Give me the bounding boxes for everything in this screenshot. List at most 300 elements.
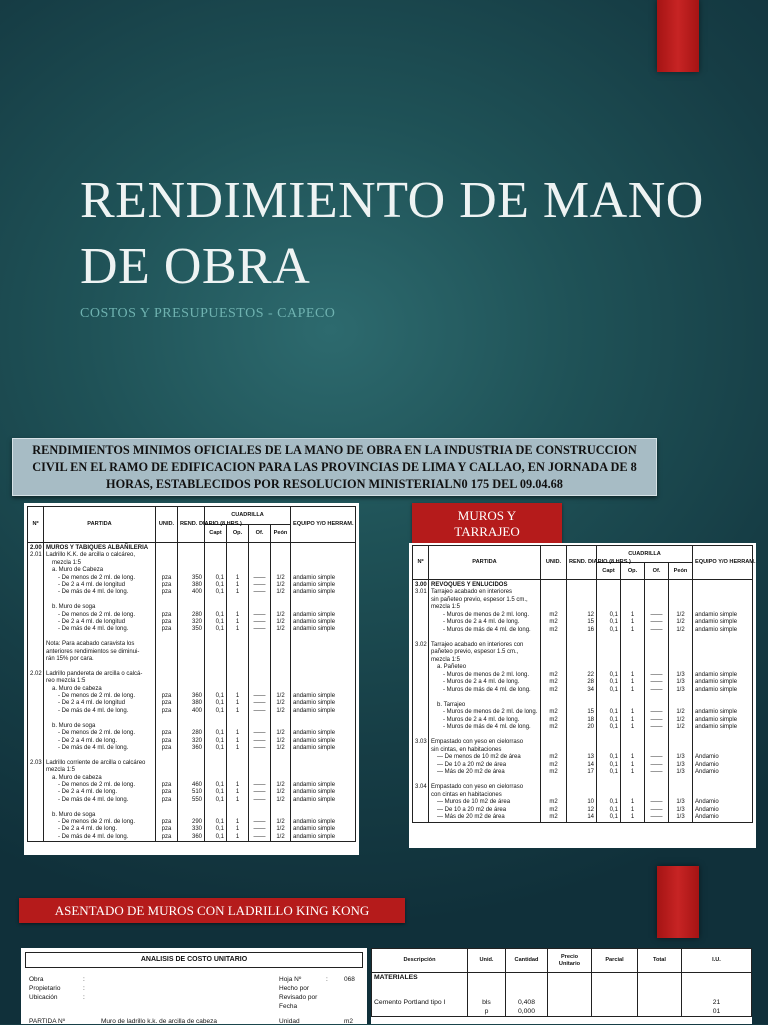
row-number [28, 715, 44, 722]
table-row [413, 642, 753, 650]
row-op: 1 [621, 627, 645, 635]
row-partida: — De 10 a 20 m2 de área [429, 807, 541, 815]
row-peon [669, 597, 693, 605]
row-partida: - De 2 a 4 ml. de longitud [44, 700, 156, 707]
row-partida [44, 715, 156, 722]
table-row [28, 604, 356, 611]
row-rend [567, 604, 597, 612]
col-of: Of. [249, 525, 271, 543]
row-op [621, 580, 645, 590]
row-peon [271, 678, 291, 685]
table-row [28, 567, 356, 574]
row-rend [567, 777, 597, 785]
row-op: 1 [621, 687, 645, 695]
row-of [645, 589, 669, 597]
row-of [645, 597, 669, 605]
row-number [28, 789, 44, 796]
row-peon: 1/2 [669, 612, 693, 620]
row-capt: 0,1 [597, 769, 621, 777]
row-equipo: andamio simple [291, 819, 356, 826]
row-capt: 0,1 [597, 807, 621, 815]
row-unid: m2 [541, 814, 567, 822]
row-equipo: andamio simple [693, 687, 753, 695]
row-unid [156, 641, 178, 648]
col2-capt: Capt [597, 563, 621, 580]
row-peon [271, 663, 291, 670]
row-peon [271, 560, 291, 567]
row-peon [271, 604, 291, 611]
row-unid: pza [156, 626, 178, 633]
row-rend: 12 [567, 612, 597, 620]
table-row [28, 560, 356, 567]
row-of [645, 702, 669, 710]
row-rend [178, 597, 205, 604]
table-row [28, 686, 356, 693]
row-op: 1 [227, 619, 249, 626]
row-op: 1 [227, 626, 249, 633]
row-capt [597, 739, 621, 747]
row-partida: - De más de 4 ml. de long. [44, 745, 156, 752]
row-capt: 0,1 [597, 799, 621, 807]
row-peon [271, 752, 291, 759]
row-number [413, 792, 429, 800]
row-of: —— [645, 672, 669, 680]
row-partida: a. Muro de cabeza [44, 775, 156, 782]
row-partida: - De más de 4 ml. de long. [44, 797, 156, 804]
row-partida: — De menos de 10 m2 de área [429, 754, 541, 762]
row-capt [597, 694, 621, 702]
row-partida: Empastado con yeso en cielorraso [429, 784, 541, 792]
row-op: 1 [227, 589, 249, 596]
row-unid: pza [156, 693, 178, 700]
row-partida: rán 15% por cara. [44, 656, 156, 663]
row-equipo [291, 686, 356, 693]
row-partida: - De más de 4 ml. de long. [44, 626, 156, 633]
row-partida: — De 10 a 20 m2 de área [429, 762, 541, 770]
row-unid: pza [156, 589, 178, 596]
row-unid [156, 767, 178, 774]
acu-revisado: Revisado por [279, 994, 318, 1001]
row-number: 3.01 [413, 589, 429, 597]
row-capt: 0,1 [597, 724, 621, 732]
row-equipo: andamio simple [291, 826, 356, 833]
row-of: —— [645, 679, 669, 687]
row-partida: - Muros de 2 a 4 ml. de long. [429, 619, 541, 627]
table2 [412, 545, 756, 823]
row-of [249, 567, 271, 574]
row-equipo: andamio simple [693, 672, 753, 680]
row-capt [205, 767, 227, 774]
row-unid: pza [156, 612, 178, 619]
row-peon: 1/2 [271, 819, 291, 826]
row-peon: 1/3 [669, 769, 693, 777]
table-row [28, 812, 356, 819]
row-number: 3.00 [413, 580, 429, 590]
row-partida: — Más de 20 m2 de área [429, 814, 541, 822]
row-capt: 0,1 [205, 730, 227, 737]
row-rend: 14 [567, 762, 597, 770]
row-of [249, 604, 271, 611]
row-number [28, 604, 44, 611]
table-row [28, 626, 356, 633]
row-peon: 1/2 [271, 582, 291, 589]
row-number [28, 649, 44, 656]
row-peon [271, 760, 291, 767]
row-partida: Tarrajeo acabado en interiores [429, 589, 541, 597]
row-of [249, 752, 271, 759]
row-partida: anteriores rendimientos se diminui- [44, 649, 156, 656]
row-rend [567, 732, 597, 740]
row-of [645, 604, 669, 612]
row-capt [205, 543, 227, 553]
row-peon [669, 634, 693, 642]
row-rend: 22 [567, 672, 597, 680]
row-unid [156, 597, 178, 604]
acu-partida: PARTIDA Nº [29, 1018, 66, 1025]
row-capt: 0,1 [597, 762, 621, 770]
row-unid: m2 [541, 807, 567, 815]
table-row [28, 671, 356, 678]
row-equipo [291, 560, 356, 567]
row-equipo [693, 580, 753, 590]
table-row [413, 634, 753, 642]
table-row [413, 792, 753, 800]
table-row [28, 789, 356, 796]
row-equipo: andamio simple [693, 724, 753, 732]
row-capt: 0,1 [597, 717, 621, 725]
row-capt [205, 656, 227, 663]
row-number [28, 826, 44, 833]
row-rend [567, 694, 597, 702]
row-rend [178, 560, 205, 567]
row-partida [44, 597, 156, 604]
row-number [28, 834, 44, 842]
row-of: —— [645, 762, 669, 770]
row-peon [669, 792, 693, 800]
row-op [227, 567, 249, 574]
table-row [28, 619, 356, 626]
row-of: —— [645, 687, 669, 695]
row-op [227, 560, 249, 567]
row-unid: m2 [541, 672, 567, 680]
row-peon [271, 775, 291, 782]
row-equipo [291, 663, 356, 670]
row-capt [205, 597, 227, 604]
row-capt [597, 589, 621, 597]
row-equipo [291, 649, 356, 656]
row-unid [156, 760, 178, 767]
row-equipo: andamio simple [291, 575, 356, 582]
row-capt [205, 663, 227, 670]
row-peon [271, 641, 291, 648]
table-row [28, 752, 356, 759]
row-partida [429, 694, 541, 702]
row-number [413, 724, 429, 732]
row-equipo: andamio simple [291, 797, 356, 804]
row-of: —— [645, 717, 669, 725]
table-row [28, 656, 356, 663]
row-number [28, 708, 44, 715]
row-peon [271, 812, 291, 819]
row-partida: Empastado con yeso en cielorraso [429, 739, 541, 747]
row-rend [567, 580, 597, 590]
row-equipo: andamio simple [291, 693, 356, 700]
row-peon: 1/2 [271, 575, 291, 582]
row-op [227, 678, 249, 685]
row-peon [669, 604, 693, 612]
row-peon: 1/3 [669, 687, 693, 695]
row-op [621, 604, 645, 612]
row-number [28, 686, 44, 693]
cost-row1-iu: 21 [682, 989, 752, 1007]
row-rend: 16 [567, 627, 597, 635]
table1-body [28, 543, 356, 842]
table-muros-tabiques [24, 503, 359, 855]
row-peon [271, 649, 291, 656]
table-row [28, 678, 356, 685]
row-rend: 350 [178, 626, 205, 633]
table-row [413, 619, 753, 627]
row-capt: 0,1 [205, 619, 227, 626]
row-op: 1 [227, 700, 249, 707]
row-peon: 1/2 [669, 717, 693, 725]
row-capt: 0,1 [205, 582, 227, 589]
row-equipo [693, 589, 753, 597]
row-of: —— [645, 724, 669, 732]
muros-tarrajeo-text: MUROS Y TARRAJEO [454, 508, 520, 539]
row-peon [271, 686, 291, 693]
row-peon: 1/3 [669, 679, 693, 687]
row-op: 1 [621, 709, 645, 717]
row-unid [156, 649, 178, 656]
row-partida: - Muros de 2 a 4 ml. de long. [429, 679, 541, 687]
row-op: 1 [621, 754, 645, 762]
row-partida: - De más de 4 ml. de long. [44, 834, 156, 842]
table-row [28, 782, 356, 789]
table-row [28, 826, 356, 833]
row-peon: 1/2 [271, 834, 291, 842]
row-equipo [693, 657, 753, 665]
row-number [413, 754, 429, 762]
row-rend: 15 [567, 709, 597, 717]
row-number [28, 738, 44, 745]
table-row [28, 708, 356, 715]
row-of [249, 715, 271, 722]
row-peon [271, 597, 291, 604]
row-equipo [693, 732, 753, 740]
row-capt: 0,1 [205, 700, 227, 707]
row-equipo [693, 702, 753, 710]
row-rend [567, 657, 597, 665]
row-number [413, 732, 429, 740]
row-unid: m2 [541, 717, 567, 725]
row-peon [669, 642, 693, 650]
row-capt: 0,1 [205, 738, 227, 745]
row-of: —— [249, 612, 271, 619]
row-rend: 20 [567, 724, 597, 732]
row-of: —— [249, 708, 271, 715]
row-op [227, 686, 249, 693]
row-partida: pañeteo previo, espesor 1.5 cm., [429, 649, 541, 657]
table-row [413, 754, 753, 762]
col-n: Nº [28, 507, 44, 543]
row-number [413, 672, 429, 680]
table-row [413, 807, 753, 815]
row-of: —— [645, 814, 669, 822]
row-unid [156, 775, 178, 782]
row-number [28, 819, 44, 826]
cost-col-cantidad: Cantidad [506, 949, 548, 973]
row-number [28, 782, 44, 789]
row-capt [205, 567, 227, 574]
row-of: —— [645, 807, 669, 815]
row-number [413, 649, 429, 657]
acu-hecho: Hecho por [279, 985, 309, 992]
row-partida: b. Muro de soga [44, 604, 156, 611]
row-equipo [291, 671, 356, 678]
row-of [249, 686, 271, 693]
row-unid [541, 580, 567, 590]
row-unid: m2 [541, 612, 567, 620]
row-rend [567, 664, 597, 672]
top-red-bar [657, 0, 699, 72]
row-unid [156, 723, 178, 730]
row-op: 1 [227, 693, 249, 700]
table-row [413, 732, 753, 740]
row-rend: 550 [178, 797, 205, 804]
row-rend [178, 812, 205, 819]
row-number [28, 767, 44, 774]
asentado-text: ASENTADO DE MUROS CON LADRILLO KING KONG [54, 903, 370, 918]
row-partida [44, 752, 156, 759]
row-rend: 360 [178, 834, 205, 842]
row-of [249, 543, 271, 553]
row-peon: 1/2 [271, 797, 291, 804]
cost-breakdown-table [371, 948, 752, 1024]
row-rend [178, 752, 205, 759]
row-rend [178, 715, 205, 722]
row-partida: Ladrillo K.K. de arcilla o calcáreo, [44, 552, 156, 559]
row-op: 1 [621, 769, 645, 777]
row-capt [205, 678, 227, 685]
row-unid: pza [156, 834, 178, 842]
table-row [413, 664, 753, 672]
table-row [413, 724, 753, 732]
row-op: 1 [621, 799, 645, 807]
row-equipo [291, 775, 356, 782]
row-capt [205, 634, 227, 641]
row-unid: m2 [541, 754, 567, 762]
row-number [413, 694, 429, 702]
row-of [645, 747, 669, 755]
row-equipo [291, 804, 356, 811]
row-unid [541, 604, 567, 612]
acu-obra-colon: : [83, 976, 85, 983]
row-partida: - De más de 4 ml. de long. [44, 708, 156, 715]
row-op: 1 [621, 672, 645, 680]
row-capt [205, 641, 227, 648]
table-row [413, 580, 753, 590]
row-rend: 510 [178, 789, 205, 796]
row-capt: 0,1 [597, 687, 621, 695]
table-row [413, 657, 753, 665]
row-peon [271, 656, 291, 663]
row-equipo [693, 747, 753, 755]
row-peon: 1/2 [271, 738, 291, 745]
row-unid [541, 784, 567, 792]
row-capt [597, 604, 621, 612]
row-peon [669, 649, 693, 657]
row-number: 2.01 [28, 552, 44, 559]
row-op: 1 [227, 797, 249, 804]
row-rend: 360 [178, 693, 205, 700]
row-equipo [693, 604, 753, 612]
row-capt [205, 812, 227, 819]
row-partida: - Muros de 2 a 4 ml. de long. [429, 717, 541, 725]
row-rend [178, 641, 205, 648]
row-partida: Tarrajeo acabado en interiores con [429, 642, 541, 650]
table-row [28, 663, 356, 670]
row-of [249, 597, 271, 604]
row-rend: 34 [567, 687, 597, 695]
row-number [28, 567, 44, 574]
row-of: —— [249, 789, 271, 796]
row-partida: Ladrillo pandereta de arcilla o calcá- [44, 671, 156, 678]
row-number [413, 777, 429, 785]
row-peon: 1/3 [669, 672, 693, 680]
row-unid [156, 663, 178, 670]
rendimientos-banner: RENDIMIENTOS MINIMOS OFICIALES DE LA MANO DE OBRA EN LA INDUSTRIA DE CONSTRUCCION CIVIL EN EL RAMO DE EDIFICACION PARA LAS PROVINCIAS DE LIMA Y CALLAO, EN JORNADA DE 8 HORAS, ESTABLECIDOS POR RESOLUCION MINISTERIALN0 175 DEL 09.04.68 [12, 438, 657, 496]
acu-title: ANALISIS DE COSTO UNITARIO [140, 956, 248, 963]
row-op [621, 702, 645, 710]
acu-prop-colon: : [83, 985, 85, 992]
row-peon: 1/2 [669, 627, 693, 635]
table-row [28, 641, 356, 648]
row-unid [541, 739, 567, 747]
row-op: 1 [621, 807, 645, 815]
row-peon: 1/2 [271, 589, 291, 596]
row-rend: 380 [178, 582, 205, 589]
row-rend [178, 543, 205, 553]
row-capt [597, 732, 621, 740]
row-op [227, 641, 249, 648]
row-number [413, 769, 429, 777]
row-op: 1 [621, 814, 645, 822]
row-of [645, 649, 669, 657]
row-equipo: andamio simple [693, 612, 753, 620]
row-unid: pza [156, 582, 178, 589]
row-of [249, 634, 271, 641]
row-rend [178, 775, 205, 782]
row-op [227, 715, 249, 722]
row-partida: con cintas en habitaciones [429, 792, 541, 800]
row-of [249, 656, 271, 663]
row-rend [567, 747, 597, 755]
row-op: 1 [227, 612, 249, 619]
row-capt [205, 752, 227, 759]
cost-col-descripcion: Descripción [372, 949, 468, 973]
row-number: 2.02 [28, 671, 44, 678]
row-op [621, 664, 645, 672]
table-row [28, 649, 356, 656]
row-capt: 0,1 [597, 672, 621, 680]
cost-row1-desc: Cemento Portland tipo I [372, 989, 468, 1007]
row-peon [271, 567, 291, 574]
acu-ubicacion: Ubicación [29, 994, 58, 1001]
row-equipo: andamio simple [291, 626, 356, 633]
row-rend: 14 [567, 814, 597, 822]
row-of: —— [249, 782, 271, 789]
